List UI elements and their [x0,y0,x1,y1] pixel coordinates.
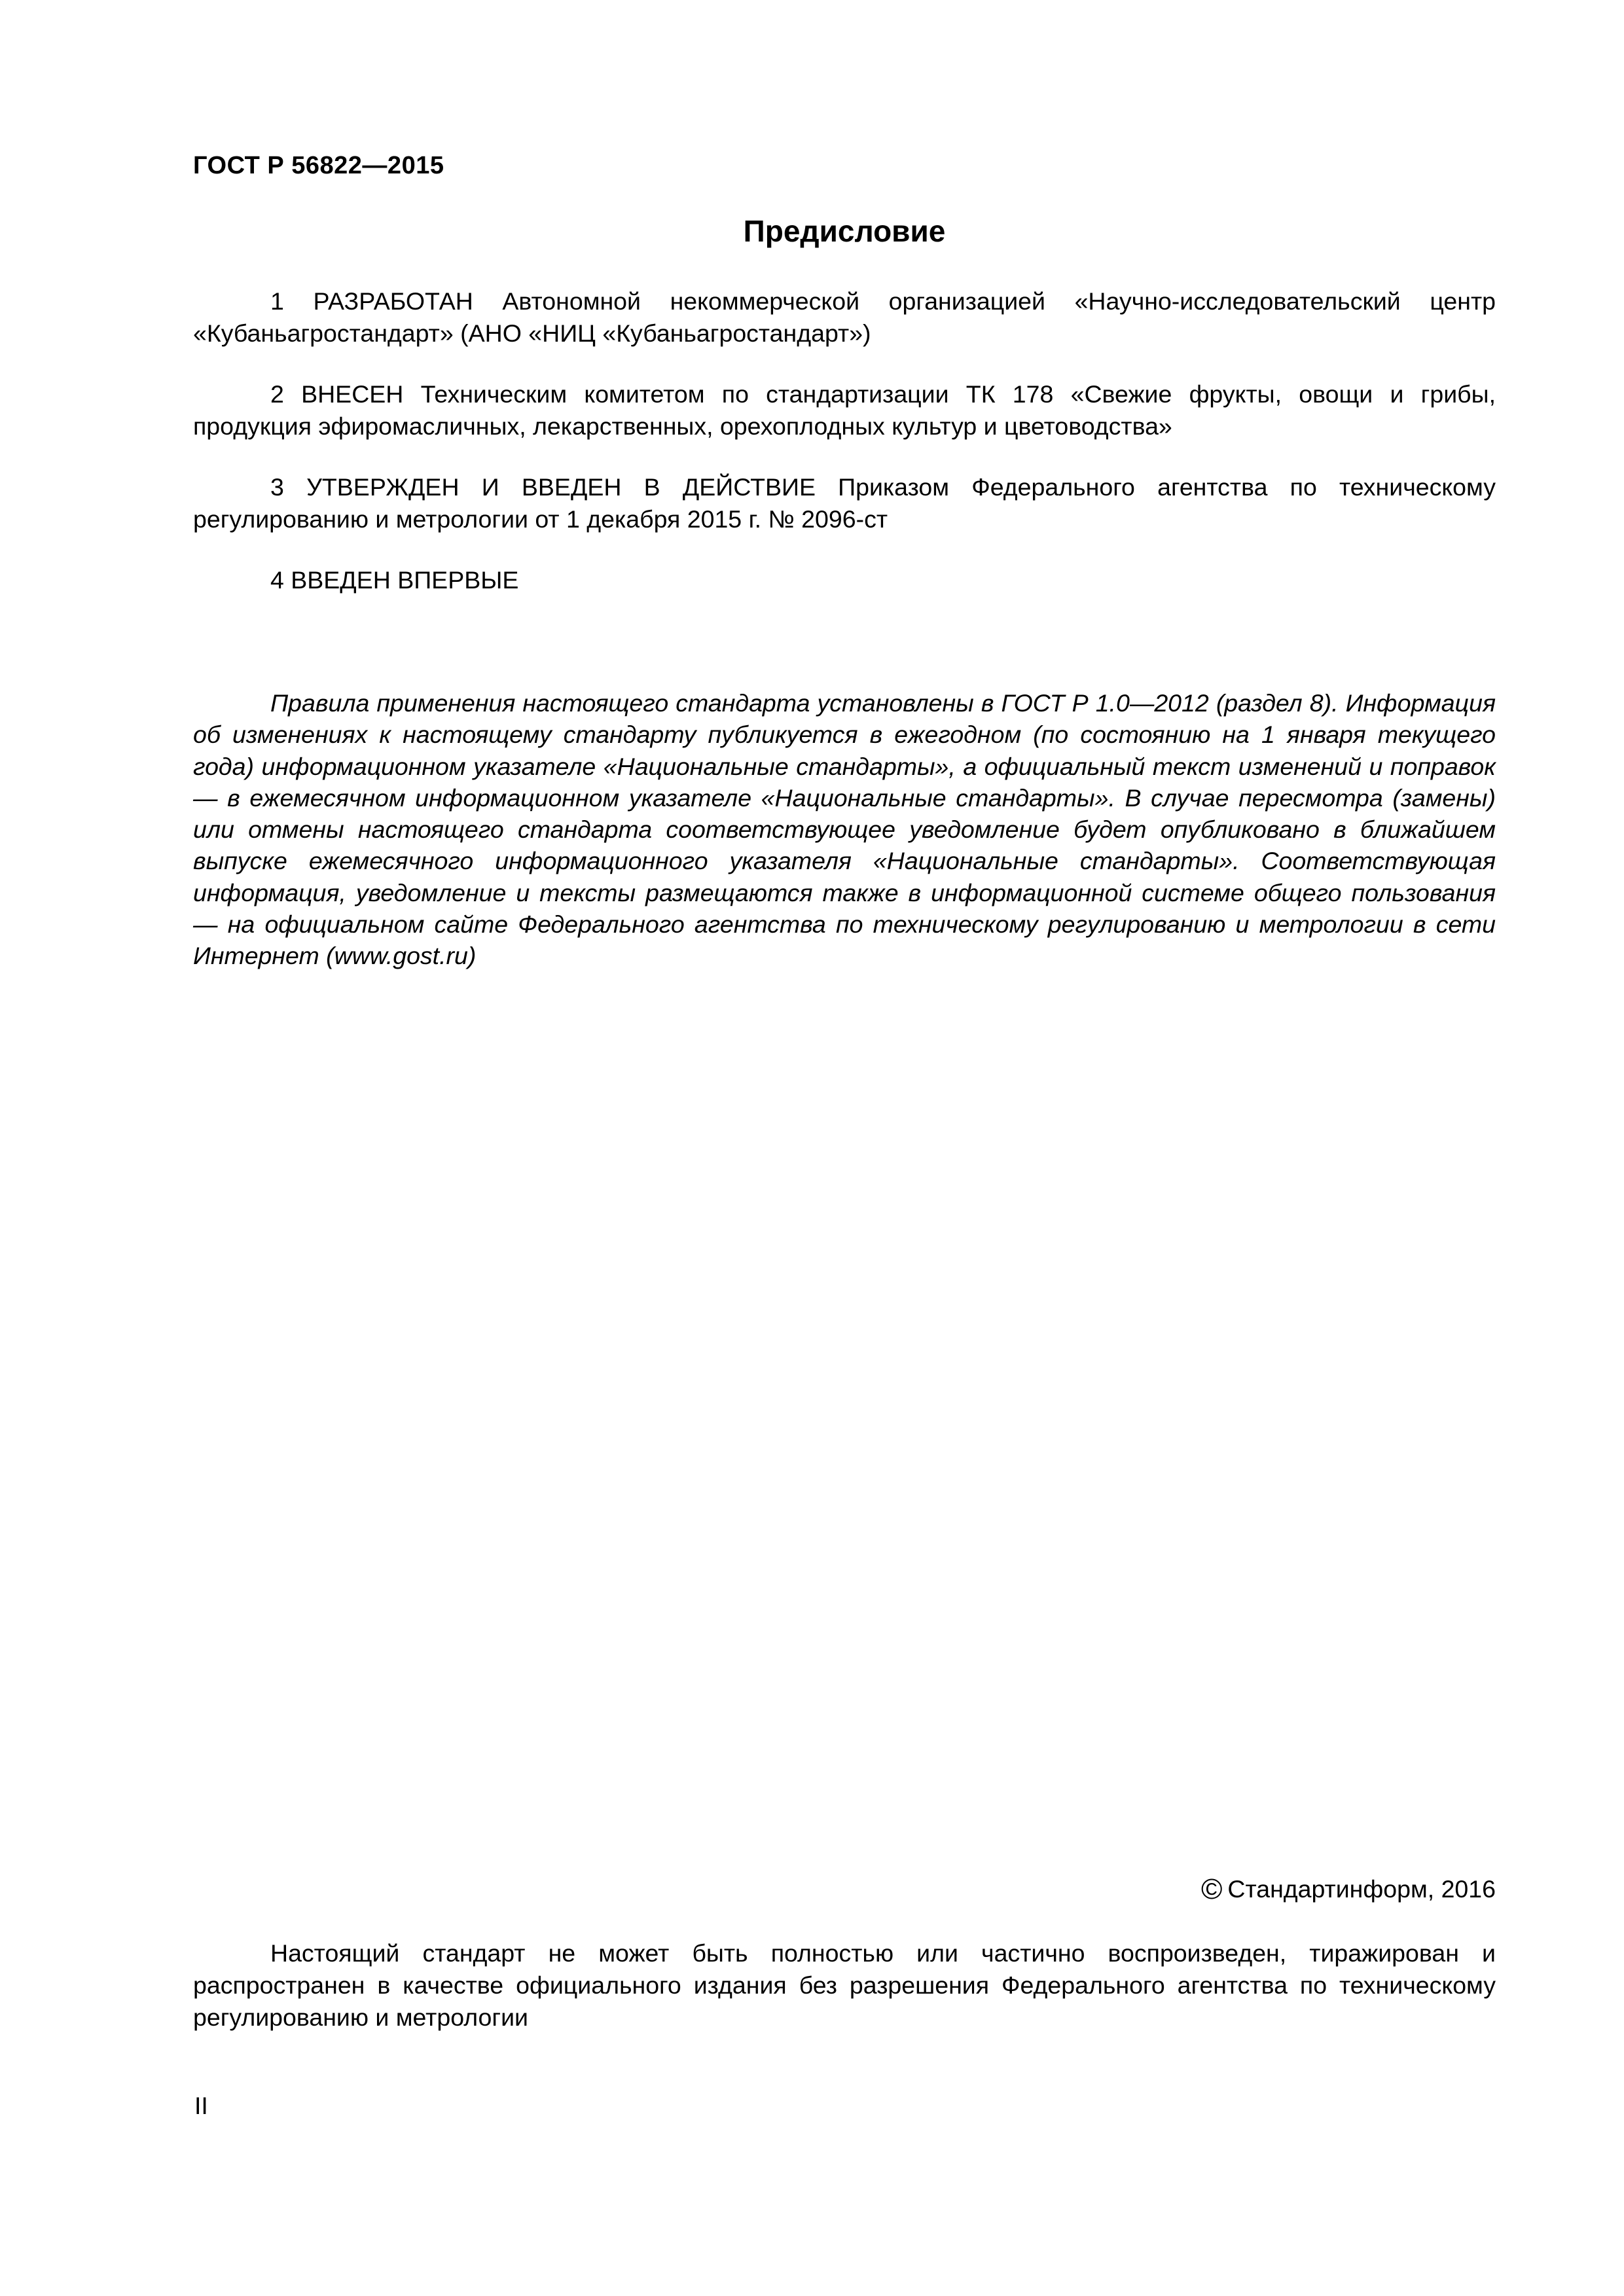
foreword-item-approved: 3 УТВЕРЖДЕН И ВВЕДЕН В ДЕЙСТВИЕ Приказом Федерального агентства по техническому регулированию и метрологии от 1 декабря 2015 г. № 2096-ст [193,473,1496,533]
reproduction-notice: Настоящий стандарт не может быть полностью или частично воспроизведен, тиражирован и распространен в качестве официального издания без разрешения Федерального агентства по техническому регулированию и метрологии [193,1939,1496,2031]
page-number: II [194,2092,208,2119]
page-title: Предисловие [743,214,946,248]
foreword-item-first-introduced: 4 ВВЕДЕН ВПЕРВЫЕ [270,566,519,594]
copyright-line [1201,1873,1496,1906]
copyright-text: Стандартинформ, 2016 [1227,1875,1496,1903]
standard-code: ГОСТ Р 56822—2015 [193,152,444,179]
copyright-symbol: © [1200,1873,1223,1905]
foreword-item-developed: 1 РАЗРАБОТАН Автономной некоммерческой организацией «Научно-исследовательский центр «Кубаньагростандарт» (АНО «НИЦ «Кубаньагростандарт») [193,287,1496,347]
foreword-item-submitted: 2 ВНЕСЕН Техническим комитетом по стандартизации ТК 178 «Свежие фрукты, овощи и грибы, продукция эфиромасличных, лекарственных, орехоплодных культур и цветоводства» [193,380,1496,440]
application-rules-notice: Правила применения настоящего стандарта установлены в ГОСТ Р 1.0—2012 (раздел 8). Информация об изменениях к настоящему стандарту публикуется в ежегодном (по состоянию на 1 января текущего года) информационном указателе «Национальные стандарты», а официальный текст изменений и поправок — в ежемесячном информационном указателе «Национальные стандарты». В случае пересмотра (замены) или отмены настоящего стандарта соответствующее уведомление будет опубликовано в ближайшем выпуске ежемесячного информационного указателя «Национальные стандарты». Соответствующая информация, уведомление и тексты размещаются также в информационной системе общего пользования — на официальном сайте Федерального агентства по техническому регулированию и метрологии в сети Интернет (www.gost.ru) [193,689,1496,970]
